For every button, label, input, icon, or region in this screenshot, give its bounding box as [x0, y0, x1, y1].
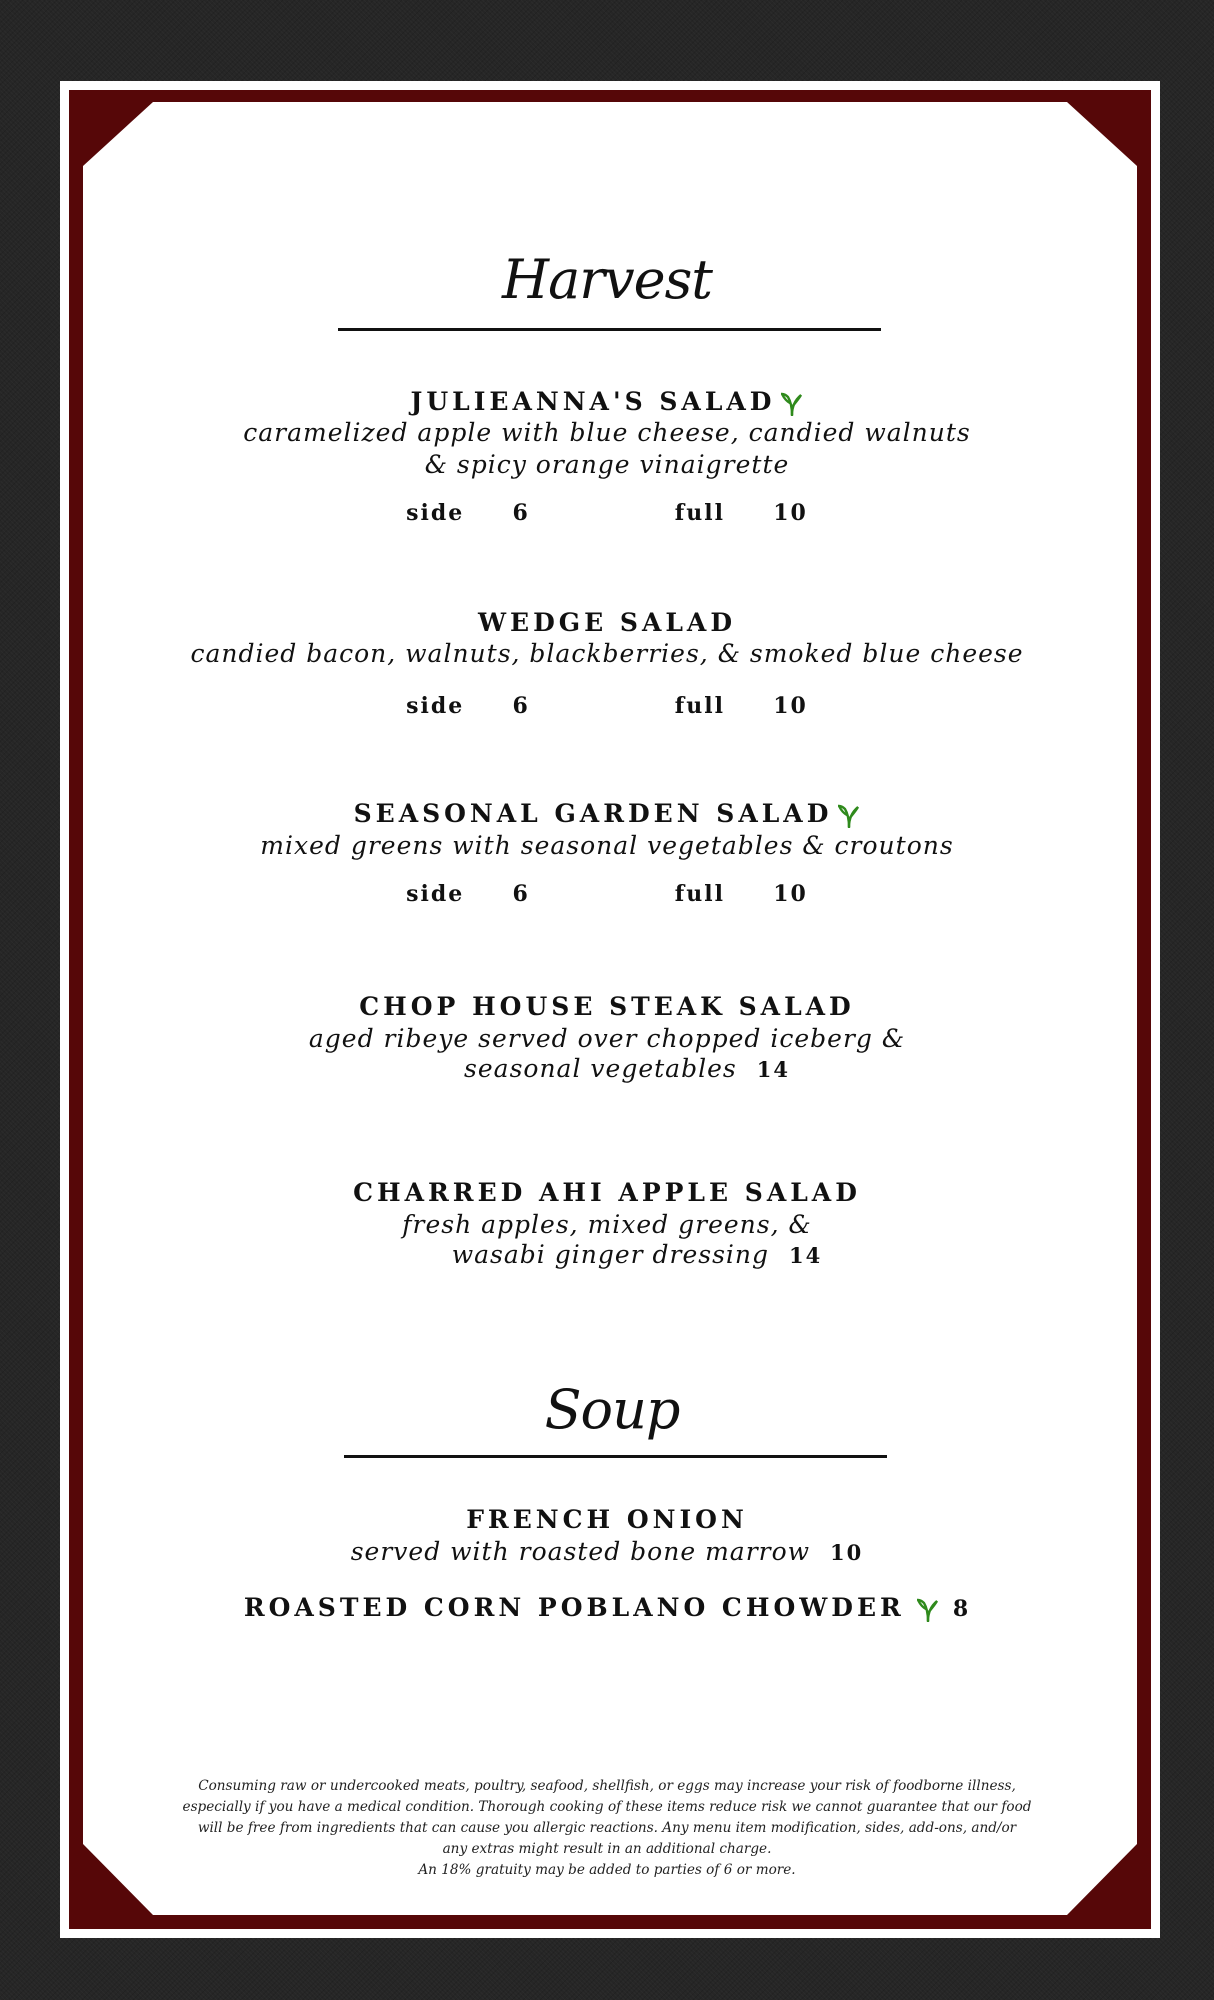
- section-rule-harvest: [338, 328, 881, 331]
- gratuity-note: An 18% gratuity may be added to parties of 6 or more.: [418, 1862, 796, 1878]
- menu-item-description: caramelized apple with blue cheese, candied walnuts: [243, 418, 971, 447]
- menu-item-description: served with roasted bone marrow 10: [350, 1537, 864, 1566]
- menu-item-name: CHOP HOUSE STEAK SALAD: [359, 992, 855, 1021]
- menu-item-price: 14: [756, 1057, 790, 1082]
- menu-item-description: mixed greens with seasonal vegetables & croutons: [260, 831, 954, 860]
- menu-item-name: ROASTED CORN POBLANO CHOWDER 8: [243, 1593, 971, 1622]
- menu-item-price: 14: [789, 1243, 823, 1268]
- menu-item-name: CHARRED AHI APPLE SALAD: [353, 1178, 861, 1207]
- menu-item-prices: side 6 full 10: [406, 693, 808, 719]
- menu-item-prices: side 6 full 10: [406, 881, 808, 907]
- sprout-icon: [781, 392, 803, 416]
- menu-item-name: JULIEANNA'S SALAD: [0, 387, 1214, 416]
- section-title-soup: Soup: [544, 1378, 680, 1441]
- disclaimer-line: any extras might result in an additional charge.: [442, 1841, 772, 1857]
- menu-item-name: SEASONAL GARDEN SALAD: [0, 799, 1214, 828]
- menu-item-description: seasonal vegetables 14: [464, 1054, 790, 1083]
- menu-item-description: fresh apples, mixed greens, &: [402, 1210, 812, 1239]
- menu-item-description: & spicy orange vinaigrette: [424, 450, 790, 479]
- menu-item-name: WEDGE SALAD: [477, 608, 737, 637]
- menu-item-price: 8: [952, 1596, 971, 1622]
- disclaimer-line: Consuming raw or undercooked meats, poultry, seafood, shellfish, or eggs may increase your risk of foodborne illness,: [198, 1778, 1016, 1794]
- section-title-harvest: Harvest: [502, 248, 712, 311]
- menu-item-description: wasabi ginger dressing 14: [451, 1240, 823, 1269]
- menu-item-description: aged ribeye served over chopped iceberg &: [308, 1024, 906, 1053]
- disclaimer-line: will be free from ingredients that can cause you allergic reactions. Any menu item modification, sides, add-ons, and/or: [197, 1820, 1017, 1836]
- menu-item-price: 10: [830, 1540, 864, 1565]
- menu-item-prices: side 6 full 10: [406, 500, 808, 526]
- menu-item-description: candied bacon, walnuts, blackberries, & smoked blue cheese: [190, 639, 1024, 668]
- section-rule-soup: [344, 1455, 887, 1458]
- allergen-disclaimer: [0, 1776, 1214, 1881]
- disclaimer-line: especially if you have a medical condition. Thorough cooking of these items reduce risk we cannot guarantee that our food: [182, 1799, 1032, 1815]
- menu-item-name: FRENCH ONION: [466, 1505, 748, 1534]
- sprout-icon: [917, 1598, 939, 1622]
- sprout-icon: [838, 804, 860, 828]
